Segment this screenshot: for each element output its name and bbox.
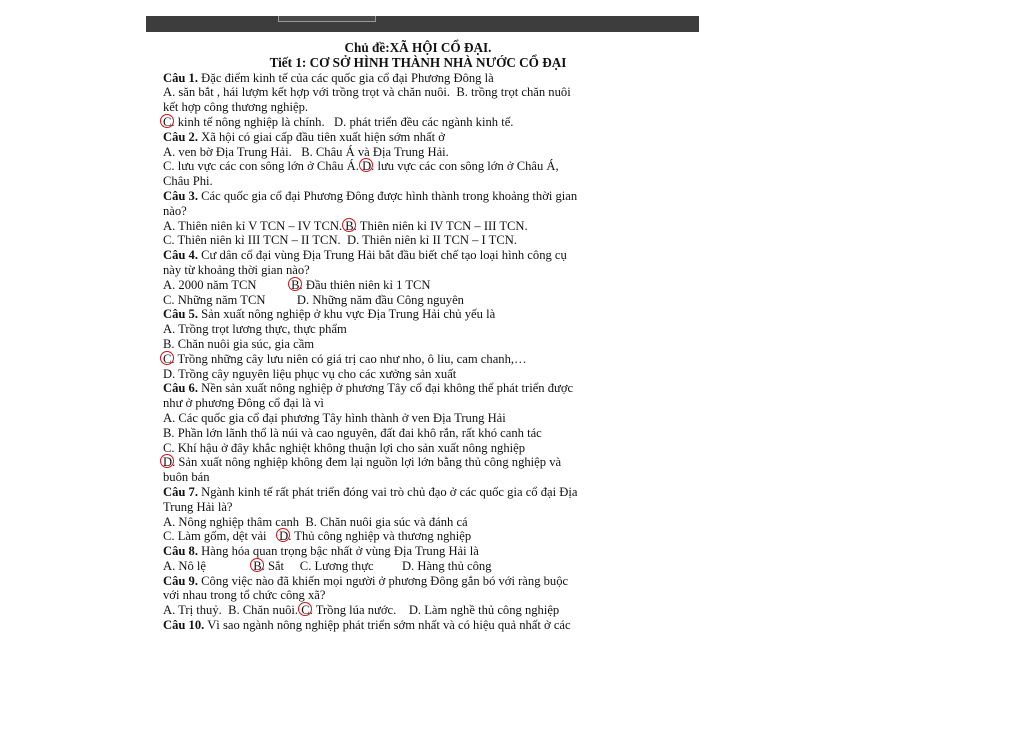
question-line — [163, 130, 683, 145]
selected-answer-letter: D. — [362, 159, 374, 174]
line-text: lưu vực các con sông lớn ở Châu Á, — [374, 159, 559, 174]
line-text: C. Thiên niên kỉ III TCN – II TCN. D. Thiên niên kỉ II TCN – I TCN. — [163, 233, 517, 248]
question-line — [163, 248, 683, 263]
answer-circle-mark — [160, 114, 174, 128]
answer-line — [163, 204, 683, 219]
document-page — [163, 41, 683, 633]
line-text: Đầu thiên niên kỉ 1 TCN — [302, 277, 431, 292]
line-text: buôn bán — [163, 470, 210, 485]
question-number: Câu 3. — [163, 188, 198, 203]
line-text: như ở phương Đông cổ đại là vì — [163, 396, 324, 411]
question-number: Câu 10. — [163, 618, 205, 633]
question-line — [163, 574, 683, 589]
line-text: Thủ công nghiệp và thương nghiệp — [291, 529, 472, 544]
answer-line — [163, 426, 683, 441]
question-line — [163, 307, 683, 322]
line-text: A. Nông nghiệp thâm canh B. Chăn nuôi gia súc và đánh cá — [163, 514, 468, 529]
answer-text: A. Nô lệ — [163, 558, 254, 573]
line-text: Thiên niên kỉ IV TCN – III TCN. — [356, 218, 528, 233]
question-number: Câu 1. — [163, 70, 198, 85]
answer-line — [163, 337, 683, 352]
line-text: B. Chăn nuôi gia súc, gia cầm — [163, 336, 315, 351]
selected-answer-letter: B. — [291, 278, 303, 293]
selected-answer-letter: B. — [345, 219, 357, 234]
answer-line — [163, 470, 683, 485]
question-line — [163, 618, 683, 633]
selected-answer-letter: C. — [163, 115, 175, 130]
selected-answer-letter: B. — [253, 559, 265, 574]
answer-circle-mark — [288, 277, 302, 291]
line-text: kết hợp công thương nghiệp. — [163, 100, 309, 115]
answer-line — [163, 322, 683, 337]
line-text: Sản xuất nông nghiệp ở khu vực Địa Trung Hải chủ yếu là — [198, 307, 496, 322]
document-subtitle: Tiết 1: CƠ SỞ HÌNH THÀNH NHÀ NƯỚC CỔ ĐẠI — [269, 54, 567, 70]
line-text: B. Phần lớn lãnh thổ là núi và cao nguyên, đất đai khô rắn, rất khó canh tác — [163, 425, 542, 440]
line-text: Đặc điểm kinh tế của các quốc gia cổ đại Phương Đông là — [198, 70, 494, 85]
line-text: Châu Phi. — [163, 174, 213, 189]
question-list — [163, 71, 683, 633]
line-text: nào? — [163, 203, 187, 218]
answer-line — [163, 441, 683, 456]
line-text: Vì sao ngành nông nghiệp phát triển sớm nhất và có hiệu quả nhất ở các — [204, 618, 571, 633]
selected-answer-letter: C. — [301, 603, 313, 618]
answer-line — [163, 588, 683, 603]
answer-circle-mark — [160, 454, 174, 468]
question-number: Câu 8. — [163, 544, 198, 559]
selected-answer-letter: D. — [163, 455, 175, 470]
answer-line — [163, 278, 683, 293]
line-text: Công việc nào đã khiến mọi người ở phương Đông gắn bó với ràng buộc — [198, 573, 569, 588]
answer-text: C. lưu vực các con sông lớn ở Châu Á. — [163, 159, 363, 174]
answer-line — [163, 145, 683, 160]
answer-circle-mark — [359, 158, 373, 172]
line-text: Ngành kinh tế rất phát triển đóng vai trò chủ đạo ở các quốc gia cổ đại Địa — [198, 484, 578, 499]
answer-line — [163, 85, 683, 100]
answer-line — [163, 293, 683, 308]
answer-line — [163, 233, 683, 248]
answer-line — [163, 396, 683, 411]
line-text: C. Những năm TCN D. Những năm đầu Công nguyên — [163, 292, 464, 307]
line-text: D. Trồng cây nguyên liệu phục vụ cho các xưởng sản xuất — [163, 366, 457, 381]
answer-circle-mark — [342, 218, 356, 232]
viewer-toolbar — [146, 16, 699, 32]
question-number: Câu 9. — [163, 573, 198, 588]
line-text: này từ khoảng thời gian nào? — [163, 262, 310, 277]
toolbar-tab[interactable] — [278, 16, 376, 22]
line-text: Hàng hóa quan trọng bậc nhất ở vùng Địa Trung Hải là — [198, 544, 479, 559]
answer-line — [163, 411, 683, 426]
answer-line — [163, 159, 683, 174]
line-text: A. ven bờ Địa Trung Hải. B. Châu Á và Địa Trung Hải. — [163, 144, 449, 159]
document-title: Chủ đề:XÃ HỘI CỔ ĐẠI. — [344, 40, 492, 55]
answer-circle-mark — [250, 558, 264, 572]
answer-line — [163, 219, 683, 234]
line-text: C. Khí hậu ở đây khắc nghiệt không thuận lợi cho sản xuất nông nghiệp — [163, 440, 526, 455]
answer-circle-mark — [298, 602, 312, 616]
answer-line — [163, 367, 683, 382]
question-line — [163, 381, 683, 396]
question-number: Câu 6. — [163, 381, 198, 396]
question-number: Câu 5. — [163, 307, 198, 322]
answer-line — [163, 455, 683, 470]
answer-line — [163, 529, 683, 544]
answer-circle-mark — [276, 528, 290, 542]
line-text: Trung Hải là? — [163, 499, 233, 514]
line-text: A. săn bắt , hái lượm kết hợp với trồng trọt và chăn nuôi. B. trồng trọt chăn nuôi — [163, 85, 571, 100]
line-text: Xã hội có giai cấp đầu tiên xuất hiện sớm nhất ở — [198, 129, 445, 144]
answer-line — [163, 515, 683, 530]
answer-line — [163, 559, 683, 574]
answer-text: A. Trị thuỷ. B. Chăn nuôi. — [163, 603, 302, 618]
line-text: Cư dân cổ đại vùng Địa Trung Hải bắt đầu biết chế tạo loại hình công cụ — [198, 248, 567, 263]
question-number: Câu 7. — [163, 484, 198, 499]
answer-line — [163, 263, 683, 278]
answer-line — [163, 115, 683, 130]
line-text: Trồng lúa nước. D. Làm nghề thủ công nghiệp — [312, 603, 560, 618]
question-line — [163, 544, 683, 559]
question-number: Câu 4. — [163, 248, 198, 263]
answer-line — [163, 100, 683, 115]
line-text: A. Trồng trọt lương thực, thực phẩm — [163, 322, 347, 337]
question-line — [163, 71, 683, 86]
line-text: kinh tế nông nghiệp là chính. D. phát triển đều các ngành kinh tế. — [174, 114, 514, 129]
question-line — [163, 485, 683, 500]
question-number: Câu 2. — [163, 129, 198, 144]
selected-answer-letter: C. — [163, 352, 175, 367]
answer-line — [163, 500, 683, 515]
line-text: với nhau trong tổ chức công xã? — [163, 588, 326, 603]
answer-text: C. Làm gốm, dệt vải — [163, 529, 280, 544]
answer-line — [163, 603, 683, 618]
answer-circle-mark — [160, 351, 174, 365]
line-text: Sản xuất nông nghiệp không đem lại nguồn lợi lớn bằng thủ công nghiệp và — [175, 455, 562, 470]
answer-text: A. 2000 năm TCN — [163, 277, 292, 292]
question-line — [163, 189, 683, 204]
answer-text: A. Thiên niên kỉ V TCN – IV TCN. — [163, 218, 346, 233]
selected-answer-letter: D. — [279, 529, 291, 544]
answer-line — [163, 352, 683, 367]
line-text: Sắt C. Lương thực D. Hàng thủ công — [264, 558, 492, 573]
line-text: A. Các quốc gia cổ đại phương Tây hình thành ở ven Địa Trung Hải — [163, 410, 506, 425]
line-text: Nền sản xuất nông nghiệp ở phương Tây cổ đại không thể phát triển được — [198, 381, 574, 396]
line-text: Các quốc gia cổ đại Phương Đông được hình thành trong khoảng thời gian — [198, 188, 578, 203]
line-text: Trồng những cây lưu niên có giá trị cao như nho, ô liu, cam chanh,… — [174, 351, 527, 366]
answer-line — [163, 174, 683, 189]
